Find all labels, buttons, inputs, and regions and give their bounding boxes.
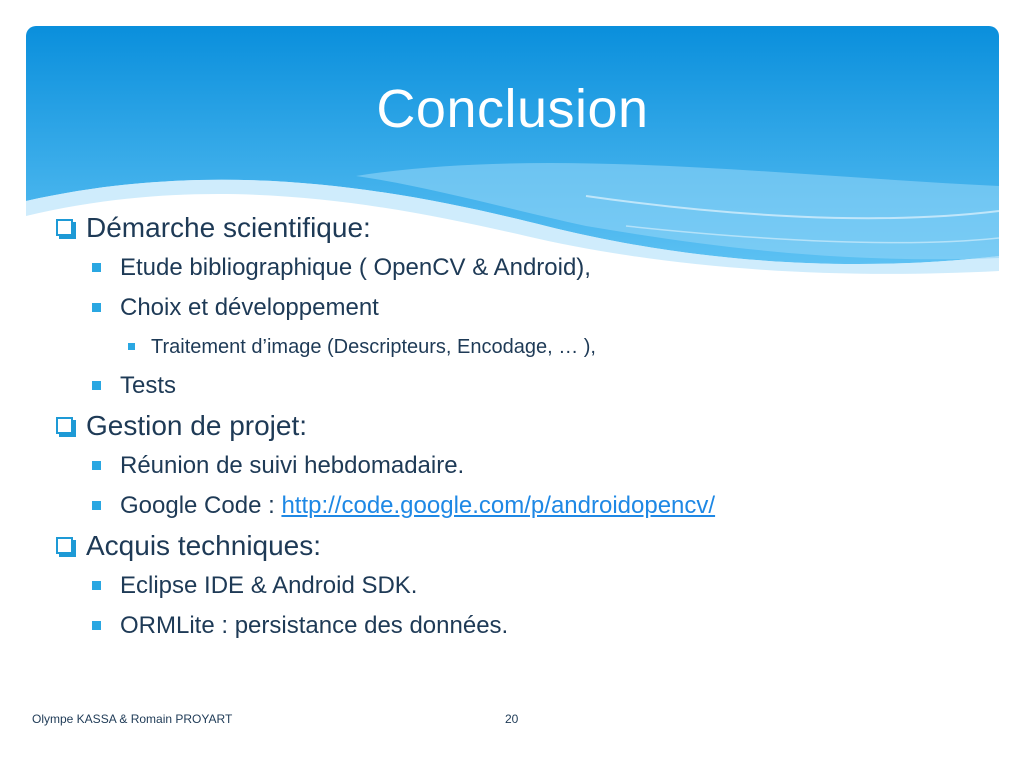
list-item: Google Code : http://code.google.com/p/androidopencv/ <box>56 486 976 526</box>
google-code-link[interactable]: http://code.google.com/p/androidopencv/ <box>281 492 716 519</box>
section-heading: Acquis techniques: <box>56 526 976 566</box>
list-item: ORMLite : persistance des données. <box>56 606 976 646</box>
page-number: 20 <box>505 712 519 726</box>
section-heading: Gestion de projet: <box>56 406 976 446</box>
section-heading: Démarche scientifique: <box>56 208 976 248</box>
list-item: Réunion de suivi hebdomadaire. <box>56 446 976 486</box>
checkbox-bullet-icon <box>56 537 73 554</box>
square-bullet-icon <box>92 461 101 470</box>
list-item: Eclipse IDE & Android SDK. <box>56 566 976 606</box>
checkbox-bullet-icon <box>56 417 73 434</box>
square-bullet-icon <box>92 381 101 390</box>
list-item: Choix et développement <box>56 288 976 328</box>
square-bullet-icon <box>92 581 101 590</box>
square-bullet-icon <box>92 263 101 272</box>
list-item: Tests <box>56 366 976 406</box>
footer-author: Olympe KASSA & Romain PROYART <box>32 712 233 726</box>
slide-content <box>56 208 976 646</box>
sub-list-item: Traitement d’image (Descripteurs, Encodage, … ), <box>56 328 976 366</box>
square-bullet-icon <box>92 621 101 630</box>
list-item: Etude bibliographique ( OpenCV & Android), <box>56 248 976 288</box>
square-bullet-icon <box>128 343 135 350</box>
square-bullet-icon <box>92 303 101 312</box>
slide-title: Conclusion <box>376 79 649 139</box>
checkbox-bullet-icon <box>56 219 73 236</box>
square-bullet-icon <box>92 501 101 510</box>
